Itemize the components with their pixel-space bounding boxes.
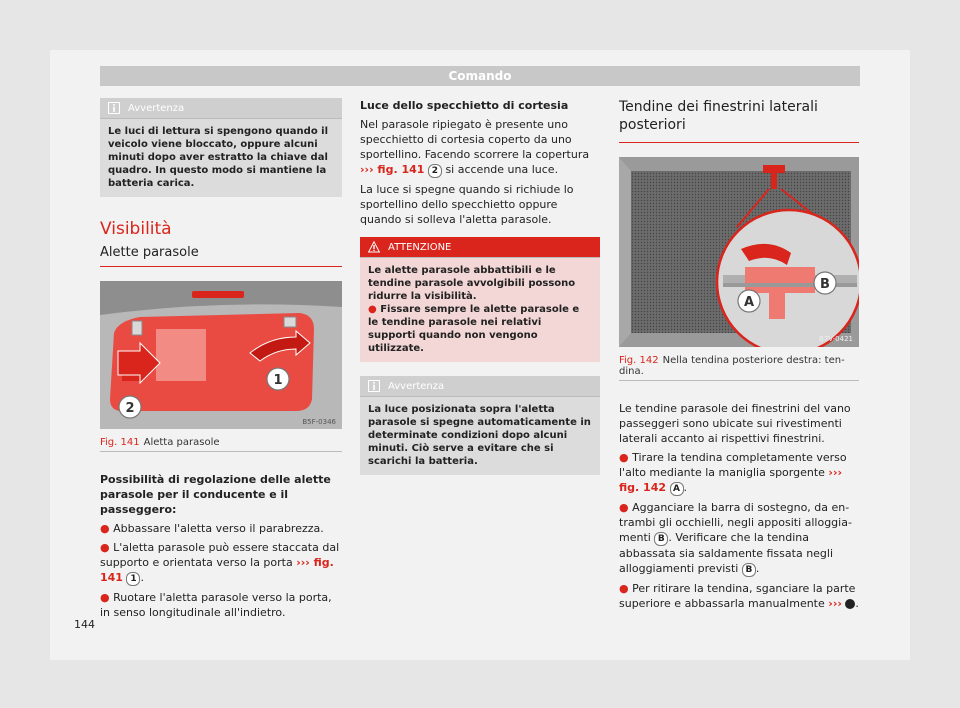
warning-box-text: Le alette parasole abbattibili e le tendine parasole avvolgibili possono ridurre la visibilità. ● Fissare sempre le alette parasole e le tendine parasole nei relativi supporti quando non vengono utilizzate. — [368, 265, 580, 354]
figure-number: Fig. 141 — [100, 437, 140, 448]
warning-icon — [368, 241, 380, 253]
note-box-header — [360, 376, 600, 397]
list-item: ● Agganciare la barra di sostegno, da entrambi gli occhielli, negli appositi alloggiamenti B . Verificare che la tendina abbassata sia saldamente fissata negli alloggiamenti previsti B . — [619, 501, 852, 575]
list-item: ● L'aletta parasole può essere staccata dal supporto e orientata verso la porta ››› fig. 141 1 . — [100, 541, 340, 584]
figure-code: B7V-0421 — [819, 335, 853, 343]
note-box-title: Avvertenza — [128, 102, 185, 114]
mirror-heading: Luce dello specchietto di cortesia — [360, 99, 569, 112]
list-item: ● Tirare la tendina completamente verso l'alto mediante la maniglia sporgente ››› fig. 142 A . — [619, 451, 847, 494]
callout-tag: B — [742, 563, 756, 577]
label-1: 1 — [273, 373, 283, 388]
figure-number: Fig. 142 — [619, 355, 659, 366]
figure-caption-text: Aletta parasole — [143, 437, 220, 448]
warning-box-title: ATTENZIONE — [388, 241, 452, 253]
warning-box — [360, 237, 600, 362]
fig-link[interactable]: ››› fig. 141 — [100, 556, 334, 584]
figure-caption — [100, 433, 342, 452]
section-title: Visibilità — [100, 219, 172, 239]
note-box-title: Avvertenza — [388, 380, 445, 392]
header-title: Comando — [448, 69, 512, 83]
column-1 — [100, 98, 342, 624]
label-2: 2 — [125, 401, 135, 416]
info-icon — [108, 102, 120, 114]
callout-tag: 1 — [126, 572, 140, 586]
note-box-text: La luce posizionata sopra l'aletta parasole si spegne automaticamente in determinate condizioni dopo alcuni minuti. Ciò serve a evitare che si scarichi la batteria. — [368, 404, 591, 467]
blind-paragraph: Le tendine parasole dei finestrini del vano passeggeri sono ubicate sui rivestimenti laterali accanto ai rispettivi finestrini. — [619, 402, 851, 445]
column-3 — [619, 98, 859, 615]
column-2 — [360, 98, 600, 475]
note-box-header — [100, 98, 342, 119]
callout-tag: A — [670, 482, 684, 496]
list-item: ● Abbassare l'aletta verso il parabrezza. — [100, 522, 324, 535]
info-icon — [368, 380, 380, 392]
figure-code: B5F-0346 — [302, 418, 336, 426]
section-title: Tendine dei finestrini laterali posteriori — [619, 98, 859, 143]
intro-text: Possibilità di regolazione delle alette parasole per il conducente e il passeggero: — [100, 473, 331, 516]
label-b: B — [820, 277, 830, 292]
page-number: 144 — [74, 618, 95, 631]
warning-link[interactable]: ››› — [828, 597, 842, 610]
note-box — [100, 98, 342, 197]
warning-circle-icon — [845, 599, 855, 609]
mirror-paragraph-2: La luce si spegne quando si richiude lo sportellino dello specchietto oppure quando si solleva l'aletta parasole. — [360, 183, 574, 226]
header-bar — [100, 66, 860, 86]
note-box-2 — [360, 376, 600, 475]
figure-141 — [100, 281, 342, 452]
figure-caption-text: Nella tendina posteriore destra: tendina. — [619, 355, 845, 377]
list-item: ● Ruotare l'aletta parasole verso la porta, in senso longitudinale all'indietro. — [100, 591, 332, 619]
subsection-title: Alette parasole — [100, 245, 342, 267]
mirror-paragraph-1: Nel parasole ripiegato è presente uno specchietto di cortesia coperto da uno sportellino. Facendo scorrere la copertura ››› fig. 141 2 si accende una luce. — [360, 118, 590, 176]
figure-caption — [619, 351, 859, 381]
figure-142 — [619, 157, 859, 381]
note-box-text: Le luci di lettura si spengono quando il veicolo viene bloccato, oppure alcuni minuti dopo aver estratto la chiave dal quadro. In questo modo si mantiene la batteria carica. — [108, 126, 329, 189]
warning-box-header — [360, 237, 600, 258]
list-item: ● Per ritirare la tendina, sganciare la parte superiore e abbassarla manualmente ››› . — [619, 582, 859, 610]
label-a: A — [743, 295, 755, 310]
window-blind-illustration — [619, 157, 859, 347]
callout-tag: B — [654, 532, 668, 546]
sun-visor-illustration — [100, 281, 342, 429]
callout-tag: 2 — [428, 164, 442, 178]
fig-link[interactable]: ››› fig. 142 — [619, 466, 843, 494]
fig-link[interactable]: ››› fig. 141 — [360, 163, 425, 176]
